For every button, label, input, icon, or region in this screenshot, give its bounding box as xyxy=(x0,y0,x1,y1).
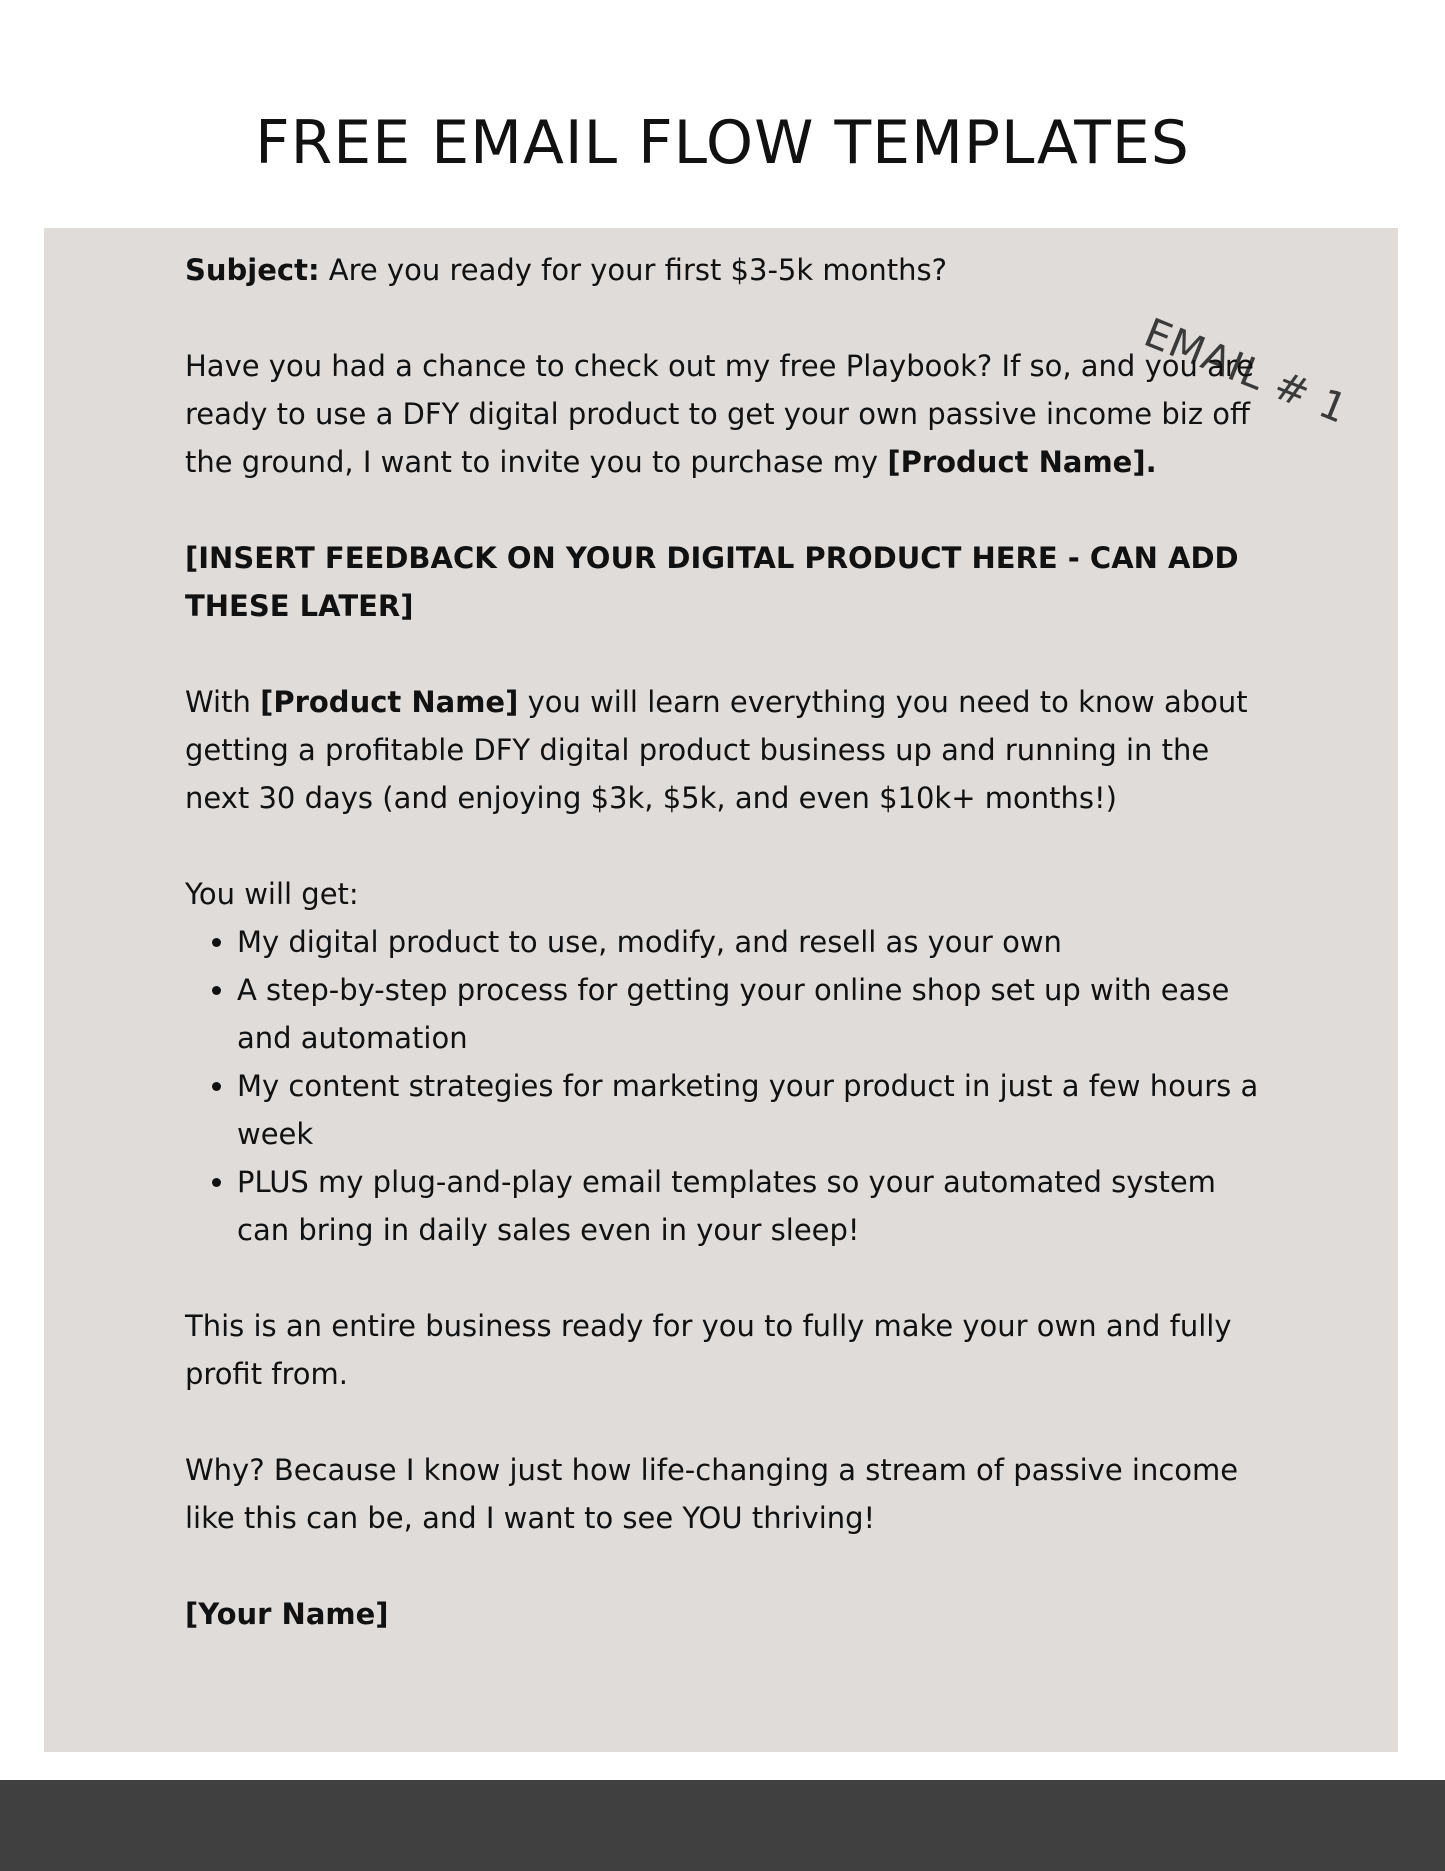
list-intro: You will get: xyxy=(185,877,359,911)
footer-bar xyxy=(0,1780,1445,1871)
list-item: • My digital product to use, modify, and resell as your own xyxy=(237,918,1265,966)
why-paragraph: Why? Because I know just how life-changing a stream of passive income like this can be, and I want to see YOU thriving! xyxy=(185,1453,1239,1535)
benefit-text: you will learn everything you need to know about getting a profitable DFY digital product business up and running in the next 30 days (and enjoying $3k, $5k, and even $10k+ months!) xyxy=(185,685,1248,815)
intro-paragraph xyxy=(185,342,1265,486)
intro-text: Have you had a chance to check out my free Playbook? If so, and you are ready to use a DFY digital product to get your own passive income biz off the ground, I want to invite you to purchase my xyxy=(185,349,1254,479)
subject-text: Are you ready for your first $3-5k months? xyxy=(319,253,948,287)
email-number-tag: EMAIL # 1 xyxy=(1137,310,1354,434)
list-item: • A step-by-step process for getting your online shop set up with ease and automation xyxy=(237,966,1265,1062)
list-item: • PLUS my plug-and-play email templates so your automated system can bring in daily sales even in your sleep! xyxy=(237,1158,1265,1254)
benefit-paragraph xyxy=(185,678,1265,822)
subject-label: Subject: xyxy=(185,253,320,287)
signature xyxy=(185,1590,1265,1638)
email-body xyxy=(185,246,1265,1686)
subject-line xyxy=(185,246,1265,294)
benefit-prefix: With xyxy=(185,685,261,719)
product-name-inline: [Product Name] xyxy=(260,685,519,719)
product-name-placeholder: [Product Name]. xyxy=(887,445,1157,479)
business-paragraph: This is an entire business ready for you to fully make your own and fully profit from. xyxy=(185,1309,1232,1391)
page-title: FREE EMAIL FLOW TEMPLATES xyxy=(255,108,1190,178)
feedback-placeholder-text: [INSERT FEEDBACK ON YOUR DIGITAL PRODUCT HERE - CAN ADD THESE LATER] xyxy=(185,541,1239,623)
benefits-list xyxy=(185,918,1265,1254)
signature-text: [Your Name] xyxy=(185,1597,389,1631)
feedback-placeholder xyxy=(185,534,1265,630)
list-item: • My content strategies for marketing your product in just a few hours a week xyxy=(237,1062,1265,1158)
